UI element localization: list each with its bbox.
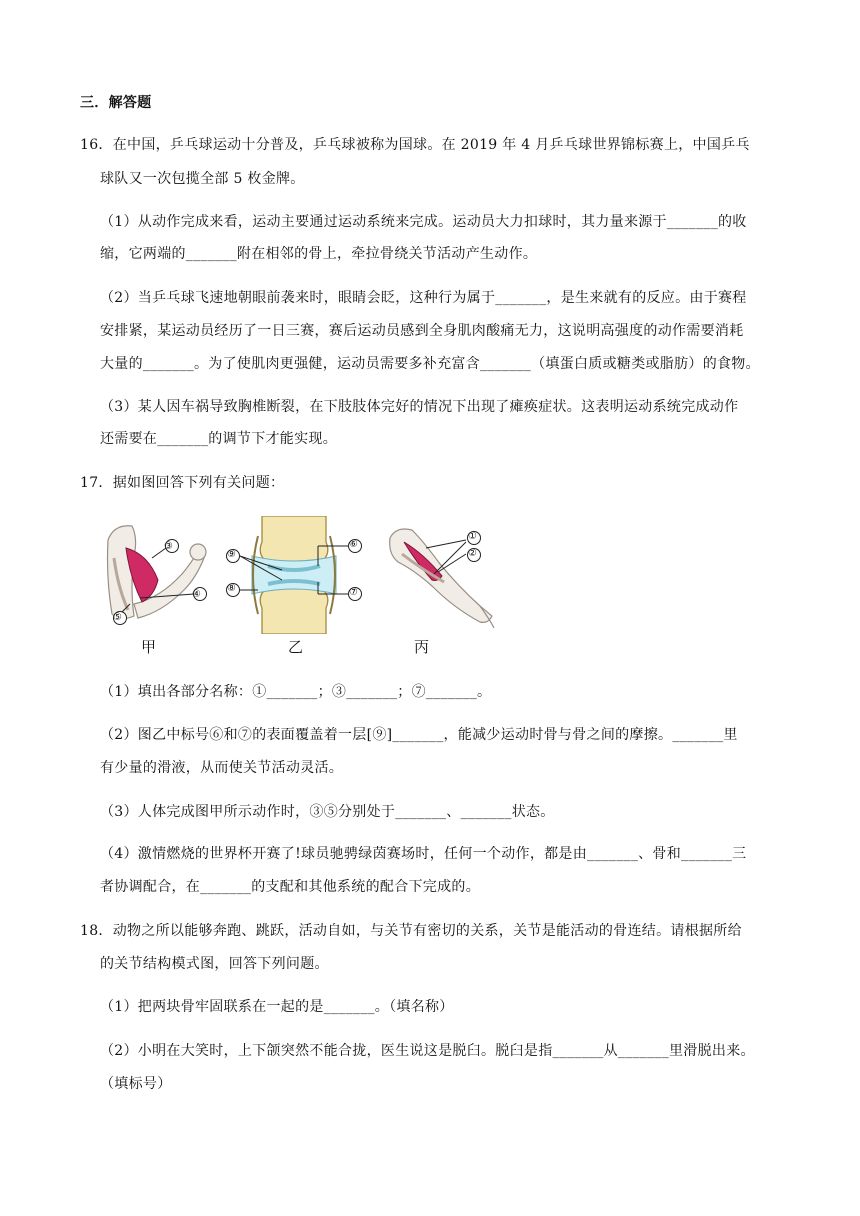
q17-part2-line1: （2）图乙中标号⑥和⑦的表面覆盖着一层[⑨]_______，能减少运动时骨与骨之间的摩擦。_______里 (100, 727, 738, 743)
q18-stem-line1: 18．动物之所以能够奔跑、跳跃，活动自如，与关节有密切的关系，关节是能活动的骨连结。请根据所给 (80, 923, 742, 939)
q18-stem-line2: 的关节结构模式图，回答下列问题。 (100, 956, 329, 972)
figure-yi-joint (222, 516, 372, 634)
figure-yi-caption: 乙 (288, 638, 304, 656)
q17-stem: 17．据如图回答下列有关问题： (80, 475, 285, 491)
q16-part1-line2: 缩，它两端的_______附在相邻的骨上，牵拉骨绕关节活动产生动作。 (100, 246, 538, 262)
fig-label-8: ⑧ (227, 583, 236, 594)
fig-label-4: ④ (192, 589, 201, 600)
q17-part2-line2: 有少量的滑液，从而使关节活动灵活。 (100, 760, 344, 776)
q17-part3: （3）人体完成图甲所示动作时，③⑤分别处于_______、_______状态。 (100, 804, 555, 820)
q18-part2-line1: （2）小明在大笑时，上下颌突然不能合拢，医生说这是脱臼。脱臼是指_______从_______里滑脱出来。 (100, 1043, 755, 1059)
fig-label-9: ⑨ (227, 549, 236, 560)
q16-part2-line1: （2）当乒乓球飞速地朝眼前袭来时，眼睛会眨，这种行为属于_______，是生来就有的反应。由于赛程 (100, 290, 747, 306)
q17-part4-line1: （4）激情燃烧的世界杯开赛了!球员驰骋绿茵赛场时，任何一个动作，都是由_______、骨和_______三 (100, 846, 747, 862)
q18-part2-line2: （填标号） (100, 1076, 172, 1092)
q16-part1-line1: （1）从动作完成来看，运动主要通过运动系统来完成。运动员大力扣球时，其力量来源于_______的收 (100, 214, 747, 230)
fig-label-6: ⑥ (349, 539, 358, 550)
fig-label-5: ⑤ (113, 612, 122, 623)
q16-part3-line1: （3）某人因车祸导致胸椎断裂，在下肢肢体完好的情况下出现了瘫痪症状。这表明运动系统完成动作 (100, 399, 739, 415)
q16-part2-line2: 安排紧，某运动员经历了一日三赛，赛后运动员感到全身肌肉酸痛无力，这说明高强度的动作需要消耗 (100, 323, 744, 339)
q16-stem-line2: 球队又一次包揽全部 5 枚金牌。 (100, 171, 305, 187)
fig-label-2: ② (468, 548, 477, 559)
q17-part1: （1）填出各部分名称：①_______；③_______；⑦_______。 (100, 684, 492, 700)
fig-label-1: ① (468, 531, 477, 542)
figure-jia-caption: 甲 (141, 638, 157, 656)
figure-bing-caption: 丙 (414, 638, 430, 656)
fig-label-3: ③ (164, 541, 173, 552)
q16-part2-line3: 大量的_______。为了使肌肉更强健，运动员需要多补充富含_______（填蛋白质或糖类或脂肪）的食物。 (100, 356, 760, 372)
q17-part4-line2: 者协调配合，在_______的支配和其他系统的配合下完成的。 (100, 879, 480, 895)
figure-bing-arm (384, 524, 500, 630)
q18-part1: （1）把两块骨牢固联系在一起的是_______。（填名称） (100, 999, 454, 1015)
section-title: 三．解答题 (80, 95, 152, 111)
q16-part3-line2: 还需要在_______的调节下才能实现。 (100, 431, 337, 447)
fig-label-7: ⑦ (349, 587, 358, 598)
q16-stem-line1: 16．在中国，乒乓球运动十分普及，乒乓球被称为国球。在 2019 年 4 月乒乓球世界锦标赛上，中国乒乓 (80, 137, 750, 153)
